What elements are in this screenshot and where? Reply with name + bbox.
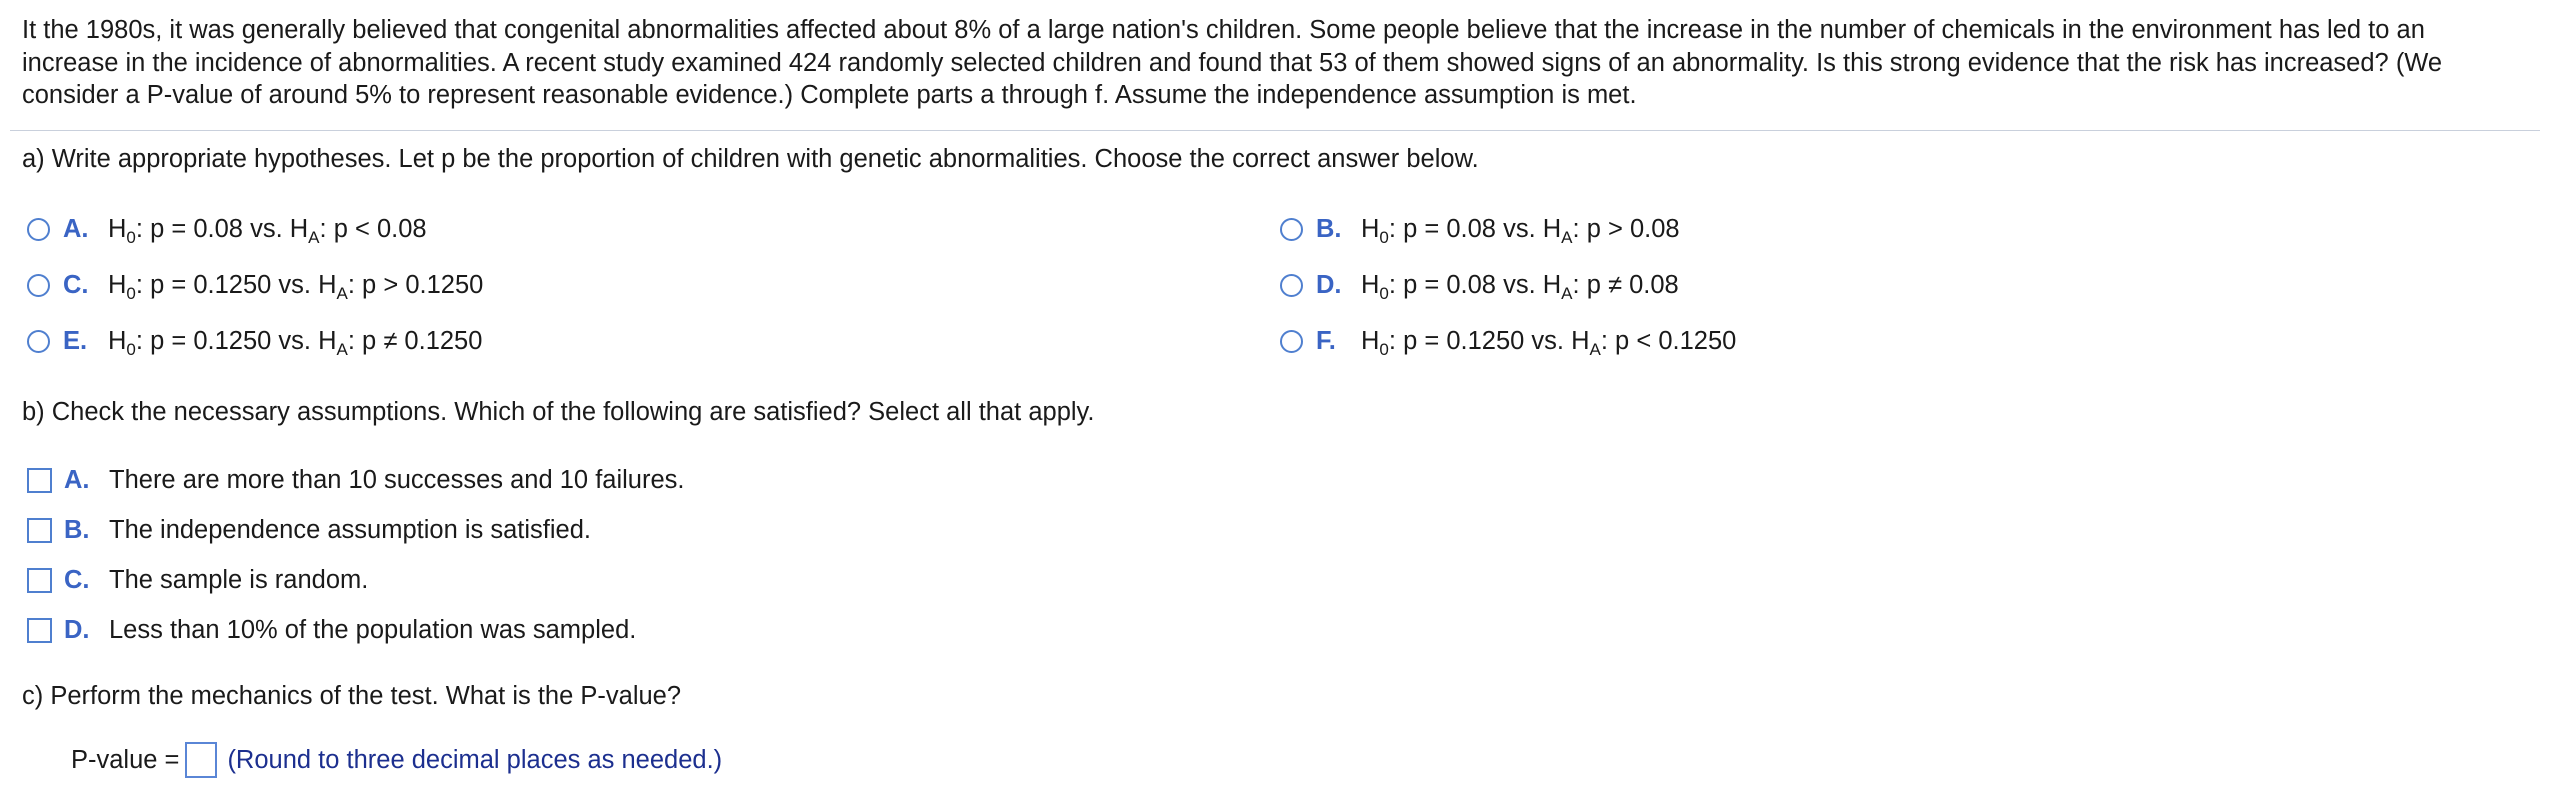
option-text: There are more than 10 successes and 10 failures. xyxy=(109,465,685,494)
option-text: $H_0$: p = 0.08 vs. $H_A$: p ≠ 0.08 xyxy=(1361,270,1679,303)
option-letter: E. xyxy=(63,326,88,355)
checkbox[interactable] xyxy=(27,468,52,493)
option-text: $H_0$: p = 0.1250 vs. $H_A$: p > 0.1250 xyxy=(108,270,484,303)
part-a-option-b[interactable] xyxy=(1280,211,1680,247)
part-a-option-c[interactable] xyxy=(27,267,483,303)
radio-button[interactable] xyxy=(1280,218,1303,241)
radio-button[interactable] xyxy=(27,218,50,241)
option-letter: B. xyxy=(64,515,90,544)
part-a-option-a[interactable] xyxy=(27,211,427,247)
divider xyxy=(10,130,2540,131)
part-b-option-a[interactable] xyxy=(27,462,684,498)
part-b-option-b[interactable] xyxy=(27,512,591,548)
part-a-option-f[interactable] xyxy=(1280,323,1736,359)
p-value-label: P-value = xyxy=(71,745,180,774)
rounding-hint: (Round to three decimal places as needed.) xyxy=(227,745,723,774)
option-letter: F. xyxy=(1316,326,1336,355)
option-text: $H_0$: p = 0.1250 vs. $H_A$: p < 0.1250 xyxy=(1361,326,1737,359)
option-text: Less than 10% of the population was sampled. xyxy=(109,615,637,644)
option-text: $H_0$: p = 0.08 vs. $H_A$: p < 0.08 xyxy=(108,214,427,247)
checkbox[interactable] xyxy=(27,568,52,593)
option-letter: A. xyxy=(64,465,90,494)
part-b-option-c[interactable] xyxy=(27,562,368,598)
radio-button[interactable] xyxy=(1280,330,1303,353)
option-text: $H_0$: p = 0.08 vs. $H_A$: p > 0.08 xyxy=(1361,214,1680,247)
option-text: The sample is random. xyxy=(109,565,369,594)
option-letter: D. xyxy=(64,615,90,644)
radio-button[interactable] xyxy=(1280,274,1303,297)
checkbox[interactable] xyxy=(27,518,52,543)
option-letter: C. xyxy=(64,565,90,594)
part-a-option-d[interactable] xyxy=(1280,267,1679,303)
p-value-input[interactable] xyxy=(185,742,217,778)
part-a-prompt: a) Write appropriate hypotheses. Let p be the proportion of children with genetic abnormalities. Choose the correct answer below. xyxy=(22,145,1479,173)
part-c-prompt: c) Perform the mechanics of the test. What is the P-value? xyxy=(22,682,682,710)
option-text: The independence assumption is satisfied. xyxy=(109,515,591,544)
checkbox[interactable] xyxy=(27,618,52,643)
p-value-row xyxy=(71,740,722,780)
option-letter: A. xyxy=(63,214,89,243)
part-b-option-d[interactable] xyxy=(27,612,636,648)
question-text: It the 1980s, it was generally believed that congenital abnormalities affected about 8% of a large nation's children. Some people believe that the increase in the number of chemicals in the environment has led to an increase in the incidence of abnormalities. A recent study examined 424 randomly selected children and found that 53 of them showed signs of an abnormality. Is this strong evidence that the risk has increased? (We consider a P-value of around 5% to represent reasonable evidence.) Complete parts a through f. Assume the independence assumption is met. xyxy=(22,16,2443,109)
radio-button[interactable] xyxy=(27,330,50,353)
option-letter: D. xyxy=(1316,270,1342,299)
option-text: $H_0$: p = 0.1250 vs. $H_A$: p ≠ 0.1250 xyxy=(108,326,483,359)
option-letter: C. xyxy=(63,270,89,299)
option-letter: B. xyxy=(1316,214,1342,243)
part-b-prompt: b) Check the necessary assumptions. Which of the following are satisfied? Select all that apply. xyxy=(22,398,1095,426)
radio-button[interactable] xyxy=(27,274,50,297)
part-a-option-e[interactable] xyxy=(27,323,482,359)
